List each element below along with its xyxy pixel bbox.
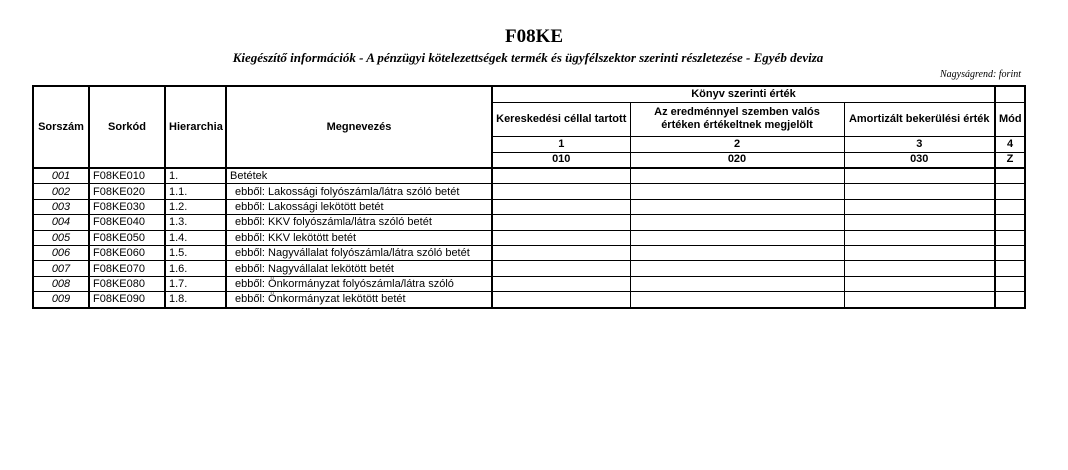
report-table: [32, 85, 1026, 309]
table-row: [33, 292, 1025, 308]
header-num-1: 1: [492, 136, 630, 152]
header-empty-cell: [995, 86, 1025, 102]
value-cell-mod[interactable]: [995, 261, 1025, 276]
row-hierarchia: 1.7.: [165, 276, 226, 291]
row-sorszam: 006: [33, 245, 89, 260]
value-cell-mod[interactable]: [995, 199, 1025, 214]
value-cell-2[interactable]: [630, 276, 844, 291]
header-konyv-szerinti-ertek: Könyv szerinti érték: [492, 86, 995, 102]
value-cell-mod[interactable]: [995, 245, 1025, 260]
row-sorszam: 001: [33, 168, 89, 184]
row-megnevezes: ebből: Nagyvállalat lekötött betét: [226, 261, 492, 276]
row-megnevezes: ebből: Lakossági folyószámla/látra szóló betét: [226, 184, 492, 199]
value-cell-3[interactable]: [844, 199, 995, 214]
value-cell-3[interactable]: [844, 261, 995, 276]
row-megnevezes: Betétek: [226, 168, 492, 184]
page-subtitle: Kiegészítő információk - A pénzügyi kötelezettségek termék és ügyfélszektor szerinti részletezése - Egyéb deviza: [232, 50, 824, 65]
row-sorszam: 002: [33, 184, 89, 199]
value-cell-1[interactable]: [492, 276, 630, 291]
value-cell-mod[interactable]: [995, 292, 1025, 308]
header-megnevezes: Megnevezés: [226, 86, 492, 168]
row-sorkod: F08KE070: [89, 261, 165, 276]
header-code-4: Z: [995, 152, 1025, 168]
row-sorszam: 003: [33, 199, 89, 214]
header-code-2: 020: [630, 152, 844, 168]
value-cell-1[interactable]: [492, 168, 630, 184]
row-megnevezes: ebből: Önkormányzat lekötött betét: [226, 292, 492, 308]
row-sorszam: 007: [33, 261, 89, 276]
value-cell-3[interactable]: [844, 245, 995, 260]
row-sorkod: F08KE040: [89, 215, 165, 230]
row-hierarchia: 1.6.: [165, 261, 226, 276]
table-row: [33, 215, 1025, 230]
table-row: [33, 261, 1025, 276]
row-megnevezes: ebből: KKV folyószámla/látra szóló betét: [226, 215, 492, 230]
value-cell-2[interactable]: [630, 168, 844, 184]
row-sorszam: 004: [33, 215, 89, 230]
value-cell-1[interactable]: [492, 215, 630, 230]
row-megnevezes: ebből: Önkormányzat folyószámla/látra szóló: [226, 276, 492, 291]
row-hierarchia: 1.8.: [165, 292, 226, 308]
row-megnevezes: ebből: KKV lekötött betét: [226, 230, 492, 245]
row-hierarchia: 1.1.: [165, 184, 226, 199]
value-cell-3[interactable]: [844, 230, 995, 245]
header-code-1: 010: [492, 152, 630, 168]
header-sorkod: Sorkód: [89, 86, 165, 168]
value-cell-2[interactable]: [630, 215, 844, 230]
value-cell-1[interactable]: [492, 184, 630, 199]
header-sorszam: Sorszám: [33, 86, 89, 168]
row-sorkod: F08KE080: [89, 276, 165, 291]
value-cell-2[interactable]: [630, 261, 844, 276]
table-row: [33, 276, 1025, 291]
value-cell-mod[interactable]: [995, 276, 1025, 291]
row-megnevezes: ebből: Lakossági lekötött betét: [226, 199, 492, 214]
value-cell-3[interactable]: [844, 184, 995, 199]
header-col-3: Amortizált bekerülési érték: [844, 102, 995, 136]
value-cell-2[interactable]: [630, 199, 844, 214]
row-hierarchia: 1.5.: [165, 245, 226, 260]
value-cell-2[interactable]: [630, 184, 844, 199]
value-cell-1[interactable]: [492, 245, 630, 260]
value-cell-2[interactable]: [630, 245, 844, 260]
table-row: [33, 245, 1025, 260]
row-sorszam: 009: [33, 292, 89, 308]
row-sorszam: 008: [33, 276, 89, 291]
value-cell-1[interactable]: [492, 292, 630, 308]
header-num-2: 2: [630, 136, 844, 152]
row-hierarchia: 1.2.: [165, 199, 226, 214]
table-row: [33, 230, 1025, 245]
row-hierarchia: 1.: [165, 168, 226, 184]
row-sorszam: 005: [33, 230, 89, 245]
table-row: [33, 168, 1025, 184]
unit-note: Nagyságrend: forint: [939, 69, 1021, 80]
row-sorkod: F08KE050: [89, 230, 165, 245]
value-cell-mod[interactable]: [995, 168, 1025, 184]
value-cell-2[interactable]: [630, 292, 844, 308]
page-title: F08KE: [504, 26, 564, 47]
table-row: [33, 184, 1025, 199]
value-cell-3[interactable]: [844, 168, 995, 184]
row-megnevezes: ebből: Nagyvállalat folyószámla/látra szóló betét: [226, 245, 492, 260]
row-sorkod: F08KE090: [89, 292, 165, 308]
header-num-4: 4: [995, 136, 1025, 152]
row-sorkod: F08KE020: [89, 184, 165, 199]
value-cell-1[interactable]: [492, 199, 630, 214]
header-col-4: Mód: [995, 102, 1025, 136]
header-hierarchia: Hierarchia: [165, 86, 226, 168]
row-hierarchia: 1.4.: [165, 230, 226, 245]
row-hierarchia: 1.3.: [165, 215, 226, 230]
row-sorkod: F08KE060: [89, 245, 165, 260]
value-cell-1[interactable]: [492, 230, 630, 245]
table-row: [33, 199, 1025, 214]
row-sorkod: F08KE030: [89, 199, 165, 214]
header-num-3: 3: [844, 136, 995, 152]
value-cell-2[interactable]: [630, 230, 844, 245]
header-col-1: Kereskedési céllal tartott: [492, 102, 630, 136]
value-cell-3[interactable]: [844, 292, 995, 308]
value-cell-mod[interactable]: [995, 184, 1025, 199]
value-cell-3[interactable]: [844, 276, 995, 291]
header-code-3: 030: [844, 152, 995, 168]
value-cell-1[interactable]: [492, 261, 630, 276]
value-cell-mod[interactable]: [995, 215, 1025, 230]
row-sorkod: F08KE010: [89, 168, 165, 184]
header-col-2: Az eredménnyel szemben valós értéken értékeltnek megjelölt: [630, 102, 844, 136]
value-cell-mod[interactable]: [995, 230, 1025, 245]
value-cell-3[interactable]: [844, 215, 995, 230]
